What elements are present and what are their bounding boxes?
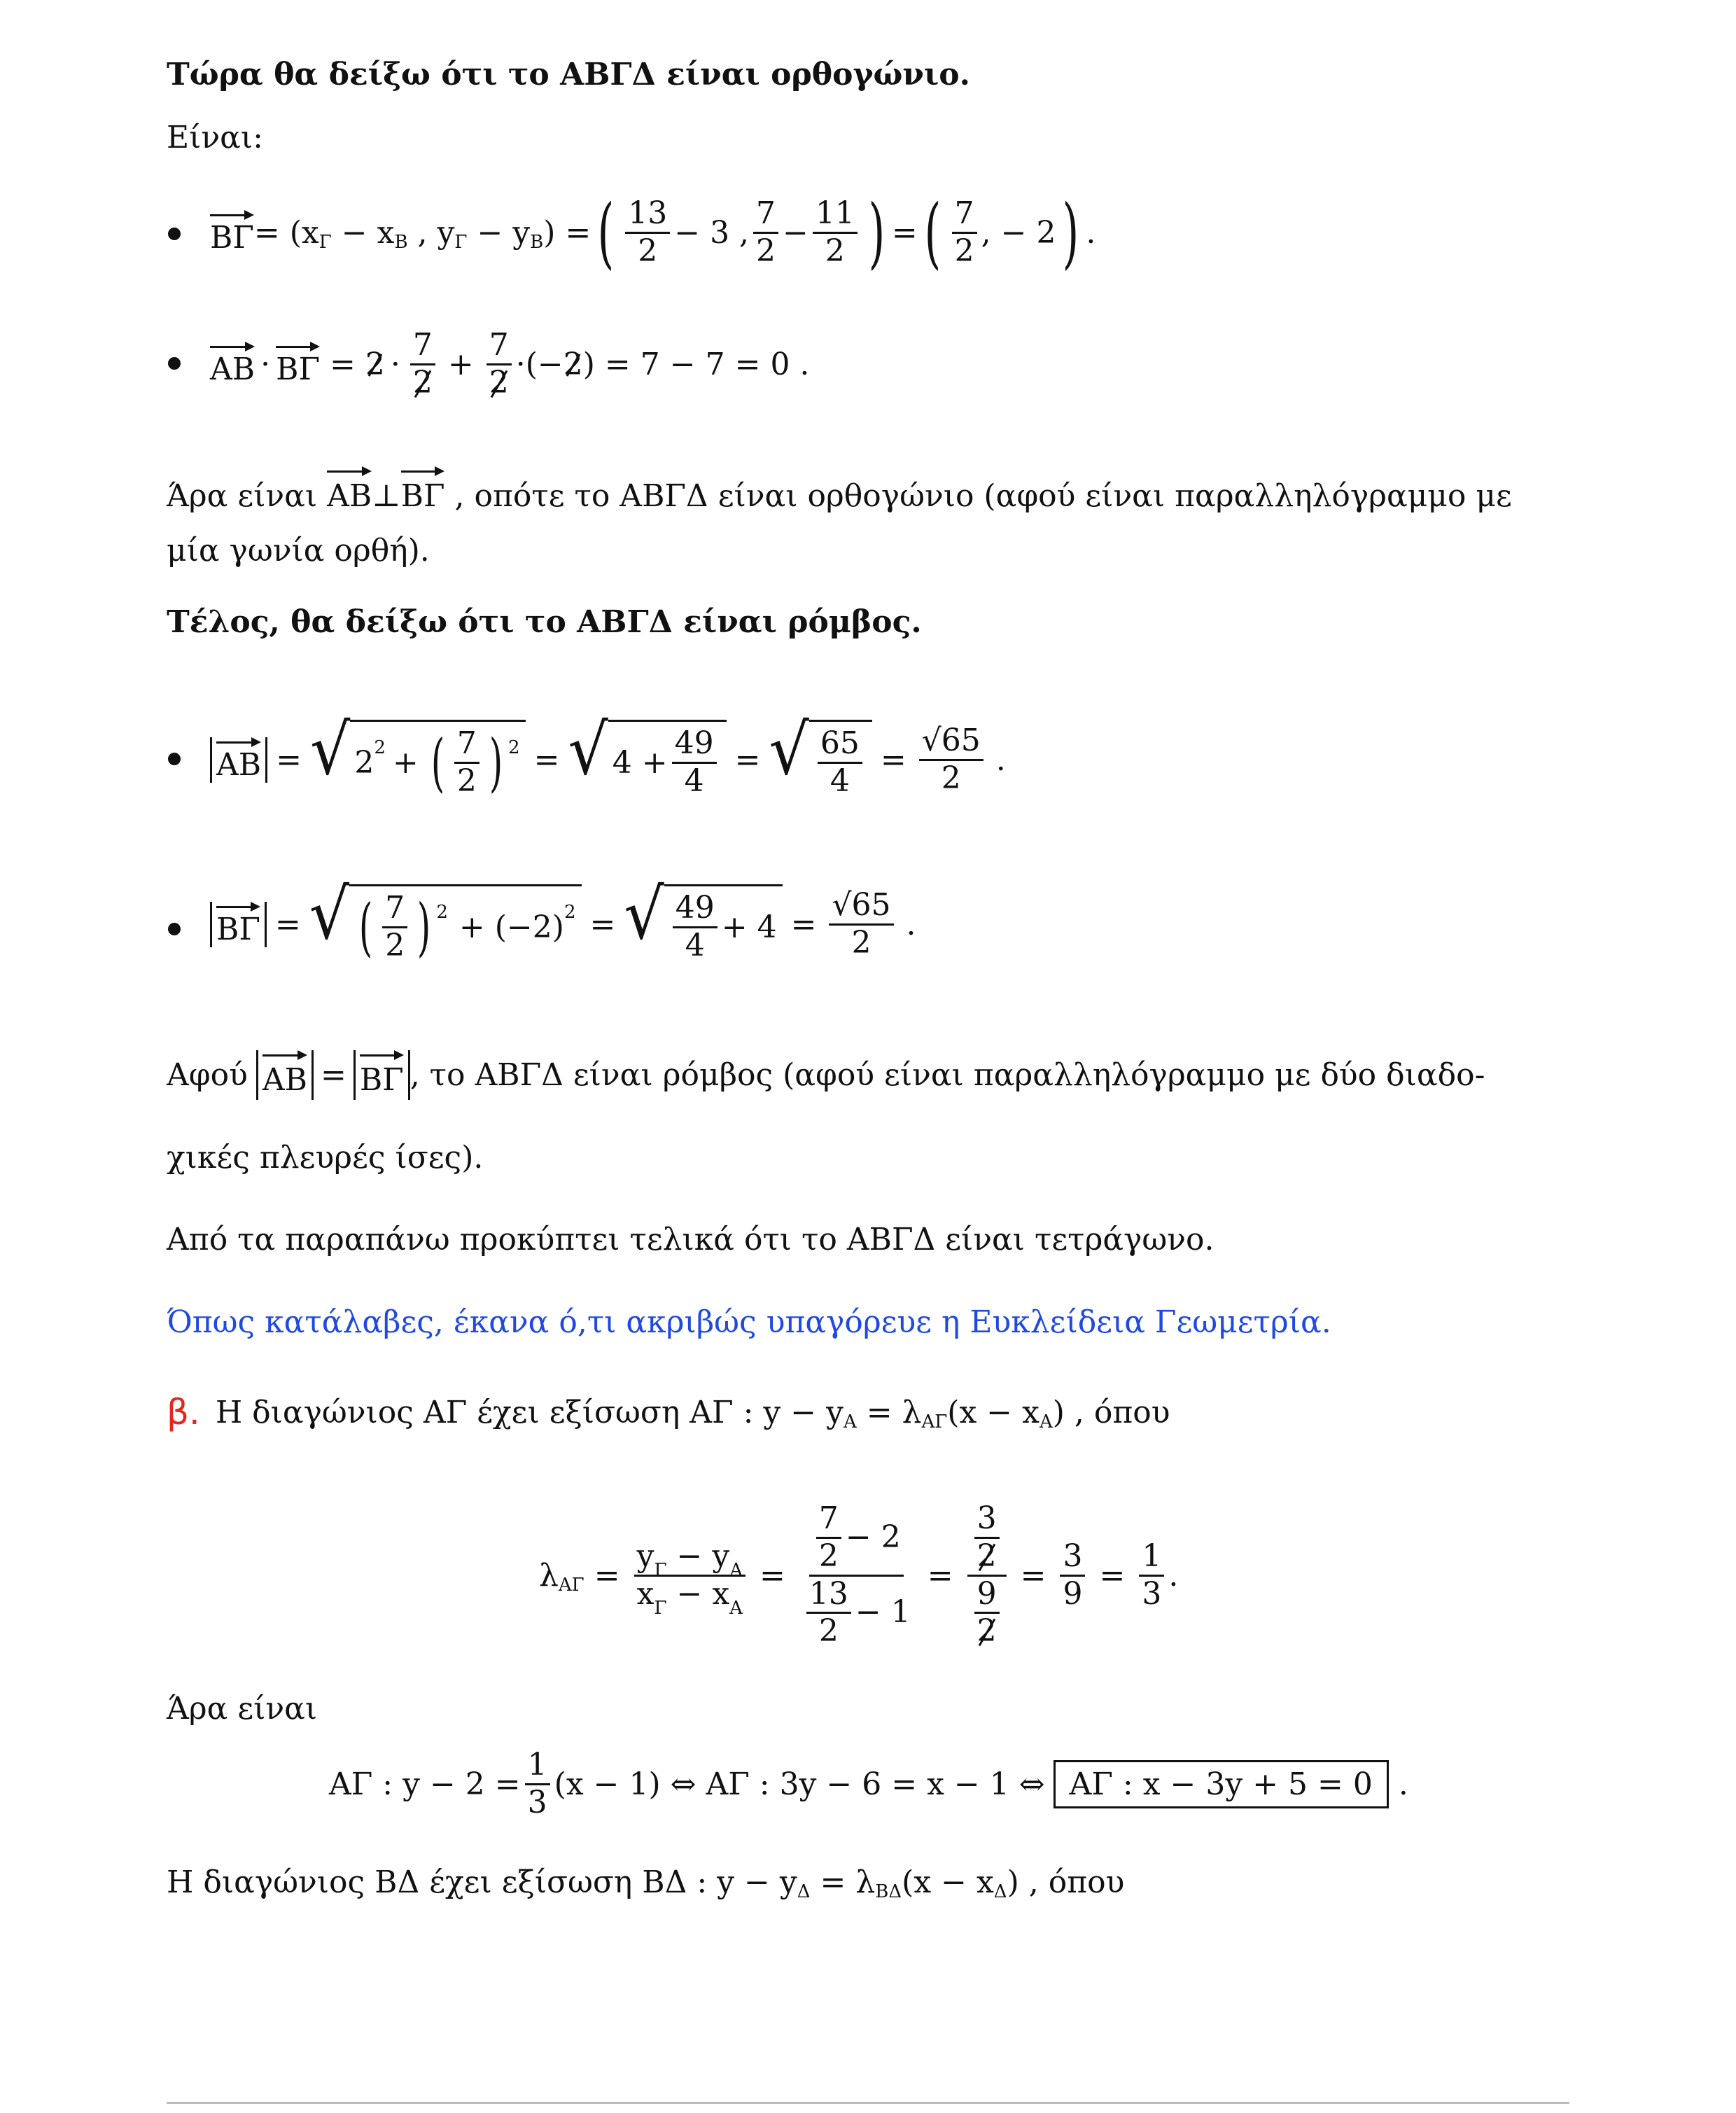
- para-ortho-line1: Άρα είναι ΑΒ⊥ΒΓ , οπότε το ΑΒΓΔ είναι ορθογώνιο (αφού είναι παραλληλόγραμμο με: [167, 466, 1512, 516]
- eq1-eq: =: [891, 214, 918, 251]
- para-rhomb-line2: χικές πλευρές ίσες).: [167, 1140, 484, 1176]
- sqrt-4: √ ( $\frac{7}{2}$ ) 2 + (−2) 2: [309, 884, 582, 963]
- dot-op-2: ·: [390, 346, 400, 382]
- para-ortho-line2: μία γωνία ορθή).: [167, 533, 430, 569]
- vector-bg-2: ΒΓ: [276, 342, 320, 387]
- ara-einai: Άρα είναι: [167, 1691, 318, 1727]
- cancelled-two: 2: [365, 346, 385, 382]
- vector-ab-inline: ΑΒ: [327, 466, 372, 516]
- eq1-minus-y: − y: [477, 214, 531, 251]
- equation-bg-vector: [210, 183, 1096, 281]
- vector-bg-abs: ΒΓ: [216, 902, 260, 947]
- frac-7-2-b: $\frac{7}{2}$: [952, 196, 977, 269]
- eq2-rest: ) = 7 − 7 = 0 .: [582, 346, 810, 382]
- equation-ag-line: ΑΓ : y − 2 = $\frac{1}{3}$ (x − 1) ⇔ ΑΓ : 3y − 6 = x − 1 ⇔ ΑΓ : x − 3y + 5 = 0 .: [329, 1746, 1408, 1820]
- right-paren-2: ): [1063, 188, 1079, 277]
- left-paren-2: (: [924, 188, 941, 277]
- left-paren: (: [597, 188, 615, 277]
- sqrt-1: √ 2 2 + ( $\frac{7}{2}$ ) 2: [310, 720, 526, 799]
- frac-13-2: $\frac{13}{2}$: [625, 196, 670, 269]
- sqrt-2: √ 4 + $\frac{49}{4}$: [568, 720, 726, 799]
- sqrt-5: √ $\frac{49}{4}$ + 4: [624, 884, 782, 963]
- eq1-sub-b2: Β: [530, 232, 544, 253]
- sqrt-3: √ $\frac{65}{4}$: [769, 720, 872, 799]
- eq2-paren: ·(−: [515, 346, 564, 382]
- heading-rhombus: Τέλος, θα δείξω ότι το ΑΒΓΔ είναι ρόμβος.: [167, 604, 922, 640]
- equation-dot-product: [210, 319, 809, 410]
- frac-7-2: $\frac{7}{2}$: [753, 196, 778, 269]
- eq1-minus: −: [783, 214, 808, 251]
- eq1-sub-g2: Γ: [454, 232, 468, 253]
- page-divider: [167, 2102, 1569, 2104]
- vector-ab-abs-inline: ΑΒ: [262, 1050, 307, 1100]
- cancelled-two-2: 2: [563, 346, 583, 382]
- bullet-1: [168, 228, 181, 240]
- eq1-minus-x: − x: [341, 214, 395, 251]
- vector-ab: ΑΒ: [210, 342, 255, 387]
- right-paren: ): [868, 188, 886, 277]
- para-rhomb-line1: Αφού ΑΒ = ΒΓ , το ΑΒΓΔ είναι ρόμβος (αφού είναι παραλληλόγραμμο με δύο διαδο-: [167, 1050, 1485, 1100]
- para-square: Από τα παραπάνω προκύπτει τελικά ότι το ΑΒΓΔ είναι τετράγωνο.: [167, 1222, 1214, 1257]
- eq1-part1: = (x: [253, 214, 319, 251]
- einai-label: Είναι:: [167, 120, 263, 155]
- vector-bg-inline: ΒΓ: [401, 466, 445, 516]
- frac-11-2: $\frac{11}{2}$: [813, 196, 858, 269]
- bullet-3: [168, 753, 181, 765]
- bullet-4: [168, 923, 181, 935]
- equation-ab-length: ΑΒ = √ 2 2 + ( $\frac{7}{2}$ ) 2 = √ 4 + $\frac{49}{4}$ = √ $\frac{65}{4}$ = $\frac{√65}{2}$ .: [210, 700, 1006, 819]
- bd-line: Η διαγώνιος ΒΔ έχει εξίσωση ΒΔ : y − y Δ = λ ΒΔ (x − x Δ ) , όπου: [167, 1864, 1125, 1902]
- boxed-result-ag: ΑΓ : x − 3y + 5 = 0: [1054, 1760, 1389, 1808]
- vector-bg: ΒΓ: [210, 210, 254, 256]
- frac-7-2-d: $\frac{7}{2}$: [486, 328, 512, 400]
- eq1-sub-b: Β: [394, 232, 408, 253]
- bullet-2: [168, 357, 181, 370]
- beta-line: β. Η διαγώνιος ΑΓ έχει εξίσωση ΑΓ : y − y Α = λ ΑΓ (x − x Α ) , όπου: [167, 1390, 1170, 1435]
- eq1-sub-g: Γ: [318, 232, 332, 253]
- equation-bg-length: ΒΓ = √ ( $\frac{7}{2}$ ) 2 + (−2) 2 = √ $\frac{49}{4}$ + 4 = $\frac{√65}{2}$ .: [210, 865, 916, 984]
- frac-complex-2: $\frac{\frac{3}{2}}{\frac{9}{2}}$: [967, 1501, 1007, 1649]
- frac-complex-1: $\frac{7}{2}$ − 2 $\frac{13}{2}$ − 1: [799, 1501, 913, 1649]
- equation-lambda-ag: λ ΑΓ = $\frac{y_\Gamma - y_A}{x_\Gamma - x_A}$ = $\frac{7}{2}$ − 2 $\frac{13}{2}$ − 1 = $\frac{\frac{3}{2}}{\frac{9}{2}}$ = $\frac{3}{9}$ = $\frac{1}{3}$ .: [539, 1500, 1179, 1650]
- heading-rectangle: Τώρα θα δείξω ότι το ΑΒΓΔ είναι ορθογώνιο.: [167, 57, 970, 92]
- perp-symbol: ⊥: [372, 478, 401, 514]
- dot-op: ·: [260, 346, 271, 382]
- eq2-plus: +: [447, 346, 474, 382]
- eq1-comma-y: , y: [417, 214, 455, 251]
- blue-note: Όπως κατάλαβες, έκανα ό,τι ακριβώς υπαγόρευε η Ευκλείδεια Γεωμετρία.: [167, 1304, 1331, 1340]
- eq1-minus3: − 3 ,: [674, 214, 750, 251]
- vector-ab-abs: ΑΒ: [216, 737, 261, 783]
- frac-slope: $\frac{y_\Gamma - y_A}{x_\Gamma - x_A}$: [634, 1539, 746, 1612]
- vector-bg-abs-inline: ΒΓ: [360, 1050, 404, 1100]
- eq1-tail: , − 2: [981, 214, 1056, 251]
- frac-7-2-c: $\frac{7}{2}$: [410, 328, 435, 400]
- eq1-end: .: [1086, 214, 1096, 251]
- beta-label: β.: [167, 1392, 200, 1432]
- eq2-eq: =: [329, 346, 356, 382]
- eq1-close: ) =: [543, 214, 592, 251]
